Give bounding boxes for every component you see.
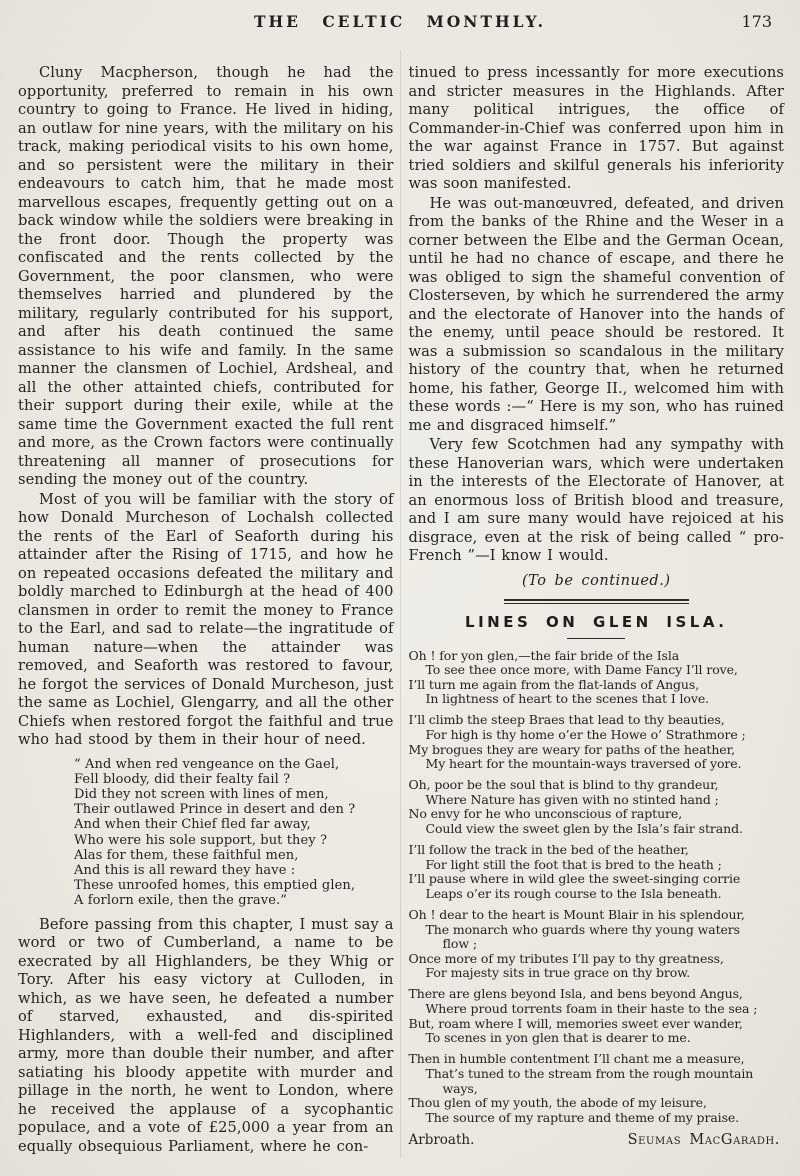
verse-line: These unroofed homes, this emptied glen,: [74, 878, 356, 894]
section-divider-rule: [504, 599, 689, 604]
verse-quote: [18, 757, 394, 909]
poem-line: My heart for the mountain-ways traversed of yore.: [425, 756, 742, 772]
poem-line: For majesty sits in true grace on thy brow.: [425, 965, 691, 981]
verse-line: “ And when red vengeance on the Gael,: [74, 756, 340, 772]
verse-line: Fell bloody, did their fealty fail ?: [74, 771, 291, 787]
poem-line: No envy for he who unconscious of rapture,: [408, 806, 683, 822]
left-column: [18, 64, 394, 1157]
poem-title-underline: [567, 638, 625, 639]
article-paragraph: Before passing from this chapter, I must say a word or two of Cumberland, a name to be execrated by all Highlanders, be they Whig or Tory. After his easy victory at Culloden, in which, as we have seen, he defeated a number of starved, exhausted, and dis-spirited Highlanders, with a well-fed and disciplined army, more than double their number, and after satiating his bloody appetite with murder and pillage in the north, he went to London, where he received the applause of a sycophantic populace, and a vote of £25,000 a year from an equally obsequious Parliament, where he con-: [18, 915, 394, 1155]
verse-line: And this is all reward they have :: [74, 862, 296, 878]
poem-line: Thou glen of my youth, the abode of my leisure,: [408, 1095, 707, 1111]
poem-stanza: [409, 649, 785, 707]
article-paragraph: tinued to press incessantly for more executions and stricter measures in the Highlands. After many political intrigues, the office of Commander-in-Chief was conferred upon him in the war against France in 1757. But against tried soldiers and skilful generals his inferiority was soon manifested.: [408, 64, 784, 192]
verse-line: Their outlawed Prince in desert and den ?: [74, 802, 356, 818]
poem-stanza: [409, 987, 785, 1045]
verse-line: Who were his sole support, but they ?: [74, 832, 328, 848]
poem-line: I’ll turn me again from the flat-lands of Angus,: [408, 676, 700, 692]
article-paragraph: Most of you will be familiar with the story of how Donald Murcheson of Lochalsh collected the rents of the Earl of Seaforth during his attainder after the Rising of 1715, and how he on repeated occasions defeated the military and boldly marched to Edinburgh at the head of 400 clansmen in order to remit the money to France to the Earl, and sad to relate—the ingratitude of human nature—when the attainder was removed, and Seaforth was restored to favour, he forgot the services of Donald Murcheson, just the same as Lochiel, Glengarry, and all the other Chiefs when restored forgot the faithful and true who had stood by them in their hour of need.: [18, 490, 394, 748]
poem-line: I’ll climb the steep Braes that lead to thy beauties,: [408, 712, 725, 728]
poem-stanza: [409, 713, 785, 771]
poem: [409, 649, 785, 1126]
poem-line: The monarch who guards where thy young waters: [425, 921, 740, 937]
poem-line: Oh ! for yon glen,—the fair bride of the Isla: [408, 647, 680, 663]
article-paragraph: He was out-manœuvred, defeated, and driven from the banks of the Rhine and the Weser in a corner between the Elbe and the German Ocean, until he had no chance of escape, and there he was obliged to sign the shameful convention of Closterseven, by which he surrendered the army and the electorate of Hanover into the hands of the enemy, until peace should be restored. It was a submission so scandalous in the military history of the country that, when he returned home, his father, George II., welcomed him with these words :—“ Here is my son, who has ruined me and disgraced himself.”: [408, 194, 784, 434]
poem-stanza: [409, 1052, 785, 1125]
poem-line: My brogues they are weary for paths of the heather,: [408, 741, 735, 757]
column-divider-rule: [400, 50, 401, 1158]
poem-title: LINES ON GLEN ISLA.: [465, 612, 728, 631]
verse-line: A forlorn exile, then the grave.”: [74, 893, 287, 909]
poem-line: For light still the foot that is bred to the heath ;: [425, 856, 722, 872]
poem-line: Oh, poor be the soul that is blind to thy grandeur,: [408, 777, 719, 793]
continuation-note: (To be continued.): [522, 572, 671, 589]
poem-line: To see thee once more, with Dame Fancy I’ll rove,: [425, 662, 738, 678]
verse-line: Alas for them, these faithful men,: [74, 847, 299, 863]
article-paragraph: Cluny Macpherson, though he had the opportunity, preferred to remain in his own country to going to France. He lived in hiding, an outlaw for nine years, with the military on his track, making periodical visits to his own home, and so persistent were the military in their endeavours to catch him, that he made most marvellous escapes, frequently getting out on a back window while the soldiers were breaking in the front door. Though the property was confiscated and the rents collected by the Government, the poor clansmen, who were themselves harried and plundered by the military, regularly contributed for his support, and after his death continued the same assistance to his wife and family. In the same manner the clansmen of Lochiel, Ardsheal, and all the other attainted chiefs, contributed for their support during their exile, while at the same time the Government exacted the full rent and more, as the Crown factors were continually threatening all manner of prosecutions for sending the money out of the country.: [18, 64, 394, 488]
poem-stanza: [409, 778, 785, 836]
poem-place: Arbroath.: [408, 1131, 475, 1148]
poem-line: Where proud torrents foam in their haste to the sea ;: [425, 1001, 758, 1017]
verse-line: Did they not screen with lines of men,: [74, 786, 329, 802]
poem-line: For high is thy home o’er the Howe o’ Strathmore ;: [425, 726, 746, 742]
poem-line: flow ;: [442, 936, 477, 952]
poem-line: That’s tuned to the stream from the rough mountain: [425, 1065, 754, 1081]
poem-line: I’ll pause where in wild glee the sweet-singing corrie: [408, 871, 741, 887]
poem-line: ways,: [442, 1080, 478, 1096]
poem-line: But, roam where I will, memories sweet ever wander,: [408, 1015, 743, 1031]
poem-stanza: [409, 908, 785, 981]
right-column: [409, 64, 785, 1157]
poem-line: I’ll follow the track in the bed of the heather,: [408, 842, 689, 858]
poem-signature: [409, 1132, 785, 1148]
poem-line: Once more of my tributes I’ll pay to thy greatness,: [408, 950, 724, 966]
poem-line: Leaps o’er its rough course to the Isla beneath.: [425, 885, 722, 901]
verse-line: And when their Chief fled far away,: [74, 817, 311, 833]
poem-line: Could view the sweet glen by the Isla’s fair strand.: [425, 821, 743, 837]
poem-line: To scenes in yon glen that is dearer to me.: [425, 1030, 691, 1046]
poem-line: Oh ! dear to the heart is Mount Blair in his splendour,: [408, 907, 745, 922]
poem-line: Then in humble contentment I’ll chant me a measure,: [408, 1051, 745, 1067]
poem-author: Seumas MacGaradh.: [627, 1131, 780, 1148]
poem-line: Where Nature has given with no stinted hand ;: [425, 791, 719, 807]
poem-line: In lightness of heart to the scenes that I love.: [425, 691, 709, 707]
poem-line: There are glens beyond Isla, and bens beyond Angus,: [408, 986, 743, 1002]
article-paragraph: Very few Scotchmen had any sympathy with these Hanoverian wars, which were undertaken in the interests of the Electorate of Hanover, at an enormous loss of British blood and treasure, and I am sure many would have rejoiced at his disgrace, even at the risk of being called “ pro-French ”—I know I would.: [408, 436, 784, 564]
poem-line: The source of my rapture and theme of my praise.: [425, 1109, 740, 1125]
page-number: 173: [741, 12, 772, 31]
poem-stanza: [409, 843, 785, 901]
journal-title: THE CELTIC MONTHLY.: [253, 12, 547, 31]
